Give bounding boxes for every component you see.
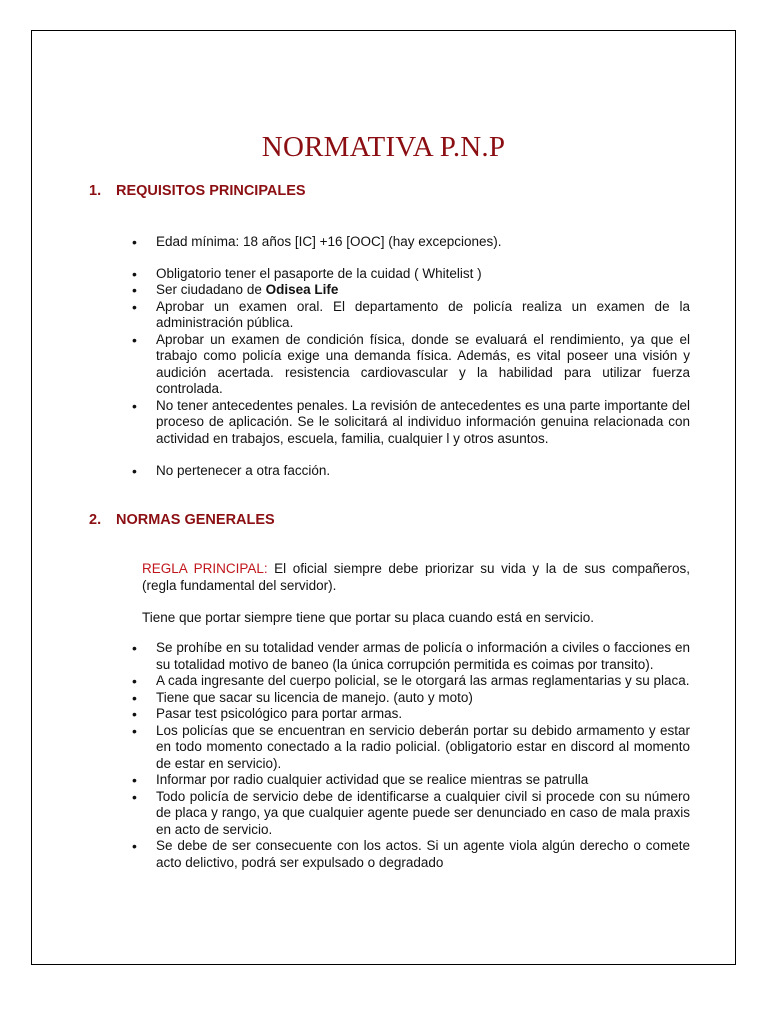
list-item: • A cada ingresante del cuerpo policial, se le otorgará las armas reglamentarias y su placa. [126,673,690,690]
document-title: NORMATIVA P.N.P [261,131,506,163]
list-item: • No pertenecer a otra facción. [126,463,690,480]
section-number: 1. [89,183,102,199]
general-rules-list [126,640,690,871]
list-item: • Obligatorio tener el pasaporte de la cuidad ( Whitelist ) [126,266,690,283]
section-number: 2. [89,512,102,528]
list-item [126,282,690,299]
requirements-list [126,234,690,480]
list-item: • Informar por radio cualquier actividad que se realice mientras se patrulla [126,772,690,789]
badge-paragraph: Tiene que portar siempre tiene que portar su placa cuando está en servicio. [142,610,595,625]
list-item: • Se debe de ser consecuente con los actos. Si un agente viola algún derecho o comete acto delictivo, podrá ser expulsado o degradado [126,838,690,871]
list-item: • Pasar test psicológico para portar armas. [126,706,690,723]
main-rule-text: El oficial siempre debe priorizar su vida y la de sus compañeros, (regla fundamental del servidor). [142,561,690,593]
section-title: REQUISITOS PRINCIPALES [116,183,306,199]
list-item: • Todo policía de servicio debe de identificarse a cualquier civil si procede con su número de placa y rango, ya que cualquier agente puede ser denunciado en caso de mala praxis en acto de servicio. [126,789,690,839]
list-item: • Aprobar un examen oral. El departamento de policía realiza un examen de la administración pública. [126,299,690,332]
list-item: • Tiene que sacar su licencia de manejo. (auto y moto) [126,690,690,707]
list-item: • Se prohíbe en su totalidad vender armas de policía o información a civiles o facciones en su totalidad motivo de baneo (la única corrupción permitida es coimas por transito). [126,640,690,673]
section-heading-normas [89,512,275,528]
main-rule-paragraph [142,560,690,594]
list-item: • Aprobar un examen de condición física, donde se evaluará el rendimiento, ya que el trabajo como policía exige una demanda física. Además, es vital poseer una visión y audición acertada. resistencia cardiovascular y la habilidad para utilizar fuerza controlada. [126,332,690,398]
list-item: • Edad mínima: 18 años [IC] +16 [OOC] (hay excepciones). [126,234,690,251]
list-item: • No tener antecedentes penales. La revisión de antecedentes es una parte importante del proceso de aplicación. Se le solicitará al individuo información genuina relacionada con actividad en trabajos, escuela, familia, cualquier l y otros asuntos. [126,398,690,448]
city-name: Odisea Life [265,282,339,297]
main-rule-label: REGLA PRINCIPAL: [142,561,268,576]
section-heading-requisitos [89,183,306,199]
section-title: NORMAS GENERALES [116,512,275,528]
document-page [31,30,736,965]
list-item-text: Ser ciudadano de [156,282,266,297]
list-item: • Los policías que se encuentran en servicio deberán portar su debido armamento y estar en todo momento conectado a la radio policial. (obligatorio estar en discord al momento de estar en servicio). [126,723,690,773]
